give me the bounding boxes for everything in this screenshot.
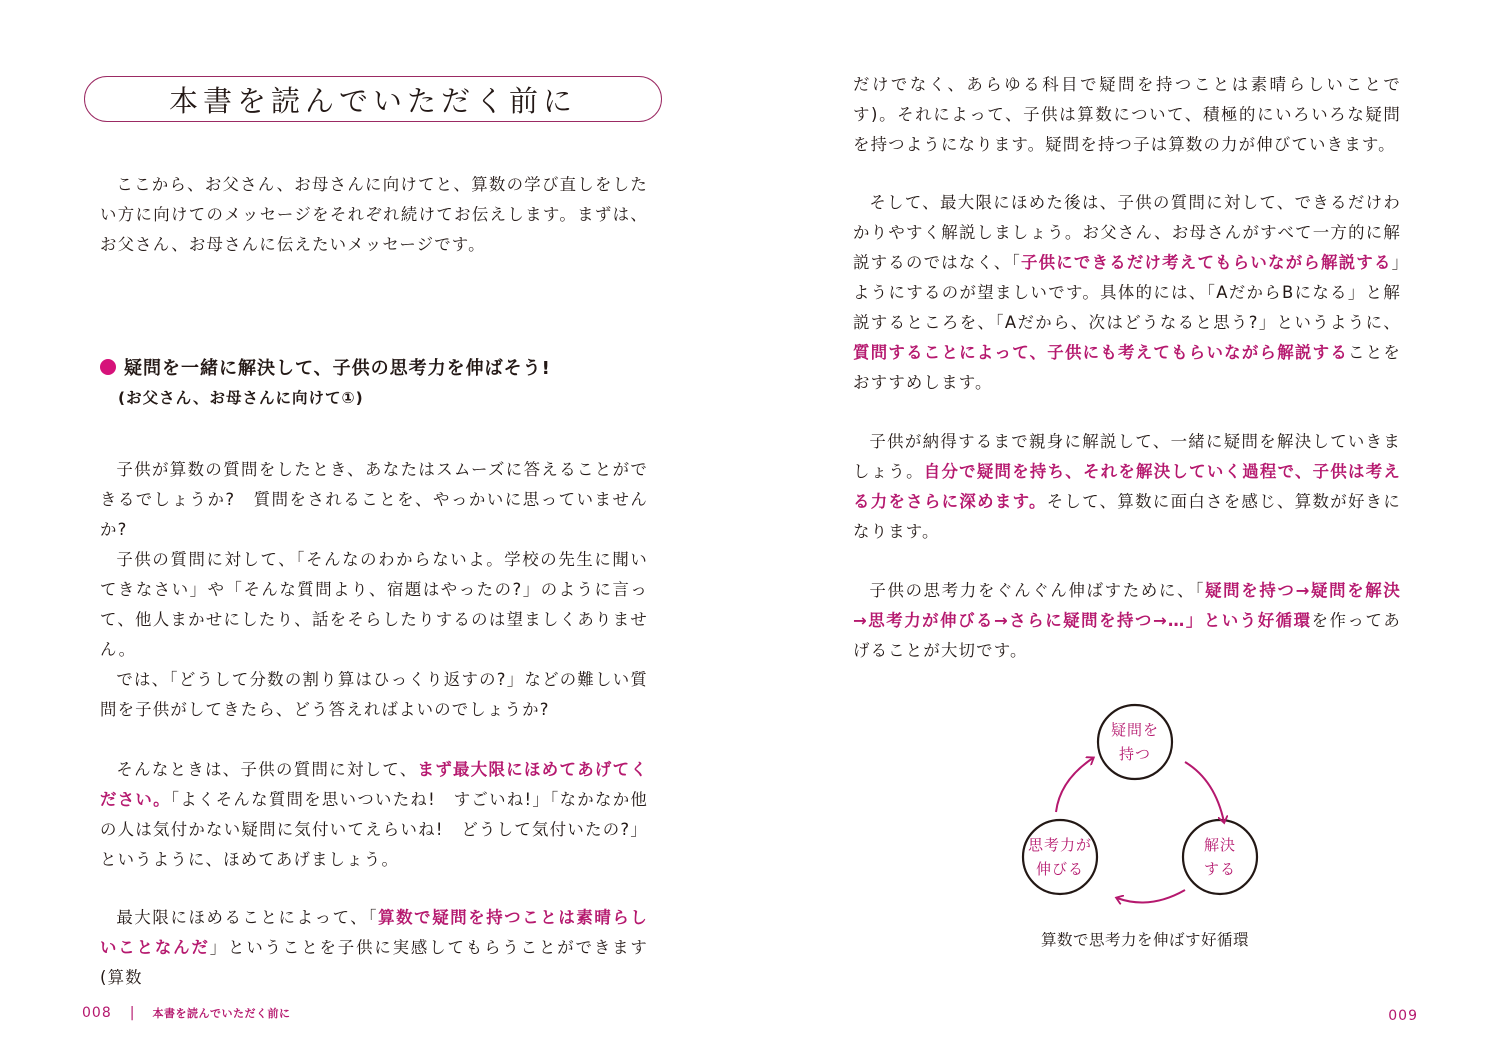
page-number: 008 — [82, 1005, 112, 1021]
node-label-line: 解決 — [1203, 836, 1236, 854]
highlighted-text: 疑問を持つ→疑問を解決→思考力が伸びる→さらに疑問を持つ→…」という好循環 — [853, 581, 1401, 630]
text-run: そんなときは、子供の質問に対して、 — [116, 760, 418, 779]
text-run: を作ってあげることが大切です。 — [853, 611, 1402, 660]
diagram-caption: 算数で思考力を伸ばす好循環 — [1040, 931, 1249, 949]
left-footer — [82, 1005, 290, 1021]
highlighted-text: 自分で疑問を持ち、それを解決していく過程で、子供は考える力をさらに深めます。 — [853, 462, 1401, 511]
chapter-title: 本書を読んでいただく前に — [168, 83, 577, 118]
running-title: 本書を読んでいただく前に — [152, 1007, 291, 1020]
intro-paragraph: ここから、お父さん、お母さんに向けてと、算数の学び直しをしたい方に向けてのメッセージをそれぞれ続けてお伝えします。まずは、お父さん、お母さんに伝えたいメッセージです。 — [100, 175, 648, 254]
footer-separator: | — [129, 1005, 135, 1021]
right-footer — [1388, 1005, 1418, 1024]
text-run: 子供の思考力をぐんぐん伸ばすために、「 — [869, 581, 1206, 600]
paragraph-1: 子供が算数の質問をしたとき、あなたはスムーズに答えることができるでしょうか? 質問をされることを、やっかいに思っていませんか? — [100, 460, 648, 539]
text-run: そして、算数に面白さを感じ、算数が好きになります。 — [853, 492, 1402, 541]
section-heading-subtitle: (お父さん、お母さんに向けて①) — [118, 389, 364, 407]
paragraph-solve — [853, 427, 1401, 547]
text-run: 」ようにするのが望ましいです。具体的には、「AだからBになる」と解説するところを、「Aだから、次はどうなると思う?」というように、 — [853, 253, 1401, 332]
highlighted-text: 質問することによって、子供にも考えてもらいながら解説する — [853, 343, 1349, 362]
text-run: 最大限にほめることによって、「 — [116, 908, 379, 927]
node-have-question — [1095, 718, 1175, 766]
node-thinking-grows — [1020, 833, 1100, 881]
text-run: 「よくそんな質問を思いついたね! すごいね!」「なかなか他の人は気付かない疑問に気付いてえらいね! どうして気付いたの?」というように、ほめてあげましょう。 — [100, 790, 648, 869]
chapter-title-box — [84, 76, 662, 122]
bullet-dot-icon — [100, 359, 116, 375]
node-solve — [1180, 833, 1260, 881]
highlighted-text: 子供にできるだけ考えてもらいながら解説する — [1020, 253, 1392, 272]
node-label-line: 伸びる — [1035, 860, 1084, 878]
node-label-line: 持つ — [1118, 745, 1151, 763]
paragraph-4 — [100, 755, 648, 875]
section-heading-title: 疑問を一緒に解決して、子供の思考力を伸ばそう! — [124, 358, 551, 379]
text-run: 」ということを子供に実感してもらうことができます(算数 — [100, 938, 648, 987]
text-run: そして、最大限にほめた後は、子供の質問に対して、できるだけわかりやすく解説しましょう。お父さん、お母さんがすべて一方的に解説するのではなく、「 — [853, 193, 1401, 272]
paragraph-5 — [100, 903, 648, 993]
highlighted-text: 算数で疑問を持つことは素晴らしいことなんだ — [100, 908, 648, 957]
text-run: 子供が納得するまで親身に解説して、一緒に疑問を解決していきましょう。 — [853, 432, 1401, 481]
page-number: 009 — [1388, 1008, 1418, 1024]
cycle-diagram — [1020, 700, 1270, 960]
text-run: ことをおすすめします。 — [853, 343, 1401, 392]
section-heading — [100, 354, 660, 408]
node-label-line: する — [1203, 860, 1236, 878]
node-label-line: 疑問を — [1110, 721, 1159, 739]
node-label-line: 思考力が — [1027, 836, 1092, 854]
paragraph-3: では、「どうして分数の割り算はひっくり返すの?」などの難しい質問を子供がしてきたら、どう答えればよいのでしょうか? — [100, 670, 648, 719]
right-page — [750, 0, 1500, 1064]
paragraph-explain — [853, 188, 1401, 398]
paragraph-2: 子供の質問に対して、「そんなのわからないよ。学校の先生に聞いてきなさい」や「そんな質問より、宿題はやったの?」のように言って、他人まかせにしたり、話をそらしたりするのは望ましくありません。 — [100, 550, 648, 659]
highlighted-text: まず最大限にほめてあげてください。 — [100, 760, 648, 809]
paragraph-cycle — [853, 576, 1401, 666]
paragraph-continued: だけでなく、あらゆる科目で疑問を持つことは素晴らしいことです)。それによって、子供は算数について、積極的にいろいろな疑問を持つようになります。疑問を持つ子は算数の力が伸びていきます。 — [853, 75, 1401, 154]
